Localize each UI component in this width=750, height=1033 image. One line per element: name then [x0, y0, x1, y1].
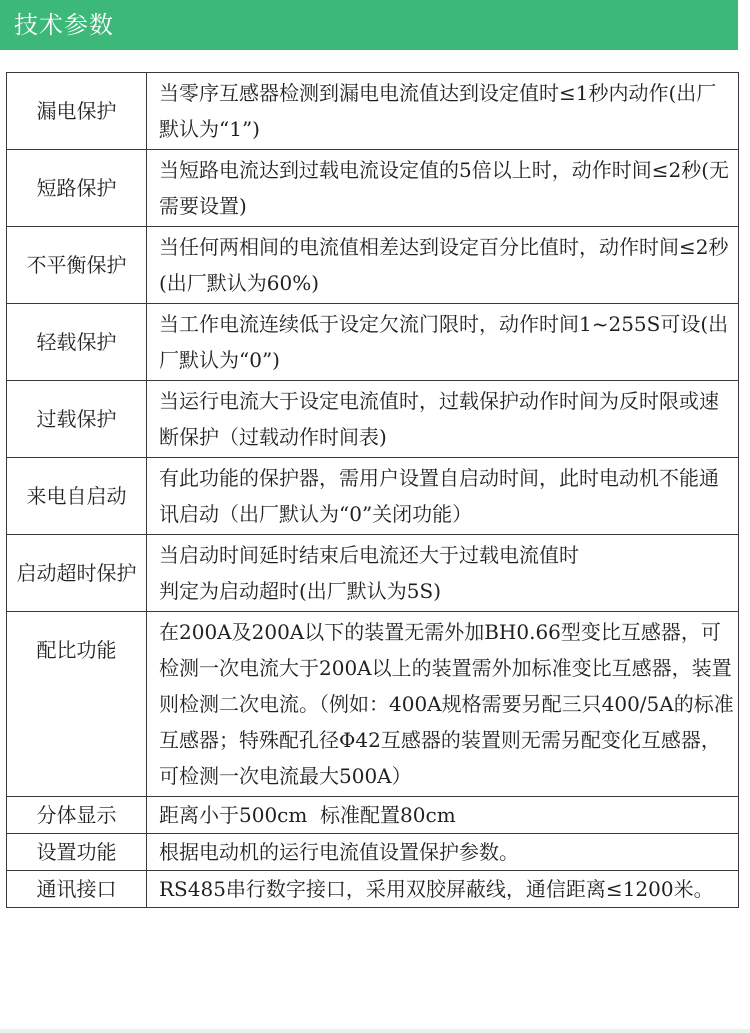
- row-desc-split-display: 距离小于500cm 标准配置80cm: [147, 797, 739, 834]
- table-row: [7, 73, 739, 150]
- row-label-split-display: 分体显示: [7, 797, 147, 834]
- row-desc-start-timeout-protection: [147, 535, 739, 612]
- table-row: [7, 150, 739, 227]
- table-row: [7, 227, 739, 304]
- row-desc-imbalance-protection: 当任何两相间的电流值相差达到设定百分比值时，动作时间≤2秒(出厂默认为60%): [147, 227, 739, 304]
- row-desc-leakage-protection: 当零序互感器检测到漏电电流值达到设定值时≤1秒内动作(出厂默认为“1”): [147, 73, 739, 150]
- row-label-auto-restart: 来电自启动: [7, 458, 147, 535]
- row-desc-light-load-protection: 当工作电流连续低于设定欠流门限时，动作时间1~255S可设(出厂默认为“0”): [147, 304, 739, 381]
- section-header: [0, 0, 738, 50]
- row-desc-settings-function: 根据电动机的运行电流值设置保护参数。: [147, 834, 739, 871]
- row-label-settings-function: 设置功能: [7, 834, 147, 871]
- table-row: [7, 458, 739, 535]
- row-label-communication-interface: 通讯接口: [7, 871, 147, 908]
- row-label-imbalance-protection: 不平衡保护: [7, 227, 147, 304]
- row-label-short-circuit-protection: 短路保护: [7, 150, 147, 227]
- table-row: [7, 834, 739, 871]
- table-row: [7, 612, 739, 797]
- row-desc-communication-interface: RS485串行数字接口，采用双胶屏蔽线，通信距离≤1200米。: [147, 871, 739, 908]
- row-desc-start-timeout-line-2: 判定为启动超时(出厂默认为5S): [159, 579, 442, 603]
- table-row: [7, 304, 739, 381]
- row-label-leakage-protection: 漏电保护: [7, 73, 147, 150]
- row-label-ratio-function: 配比功能: [7, 612, 147, 797]
- spec-table: [6, 72, 739, 908]
- row-desc-short-circuit-protection: 当短路电流达到过载电流设定值的5倍以上时，动作时间≤2秒(无需要设置): [147, 150, 739, 227]
- section-title: 技术参数: [14, 11, 114, 39]
- row-label-start-timeout-protection: 启动超时保护: [7, 535, 147, 612]
- table-row: [7, 797, 739, 834]
- row-desc-auto-restart: 有此功能的保护器，需用户设置自启动时间，此时电动机不能通讯启动（出厂默认为“0”关闭功能）: [147, 458, 739, 535]
- row-label-light-load-protection: 轻载保护: [7, 304, 147, 381]
- footer-strip: [0, 1029, 750, 1033]
- row-desc-ratio-function: 在200A及200A以下的装置无需外加BH0.66型变比互感器，可检测一次电流大于200A以上的装置需外加标准变比互感器，装置则检测二次电流。（例如：400A规格需要另配三只400/5A的标准互感器；特殊配孔径Φ42互感器的装置则无需另配变化互感器，可检测一次电流最大500A）: [147, 612, 739, 797]
- row-desc-start-timeout-line-1: 当启动时间延时结束后电流还大于过载电流值时: [159, 543, 579, 567]
- table-row: [7, 535, 739, 612]
- table-row: [7, 871, 739, 908]
- row-label-overload-protection: 过载保护: [7, 381, 147, 458]
- table-row: [7, 381, 739, 458]
- row-desc-overload-protection: 当运行电流大于设定电流值时，过载保护动作时间为反时限或速断保护（过载动作时间表): [147, 381, 739, 458]
